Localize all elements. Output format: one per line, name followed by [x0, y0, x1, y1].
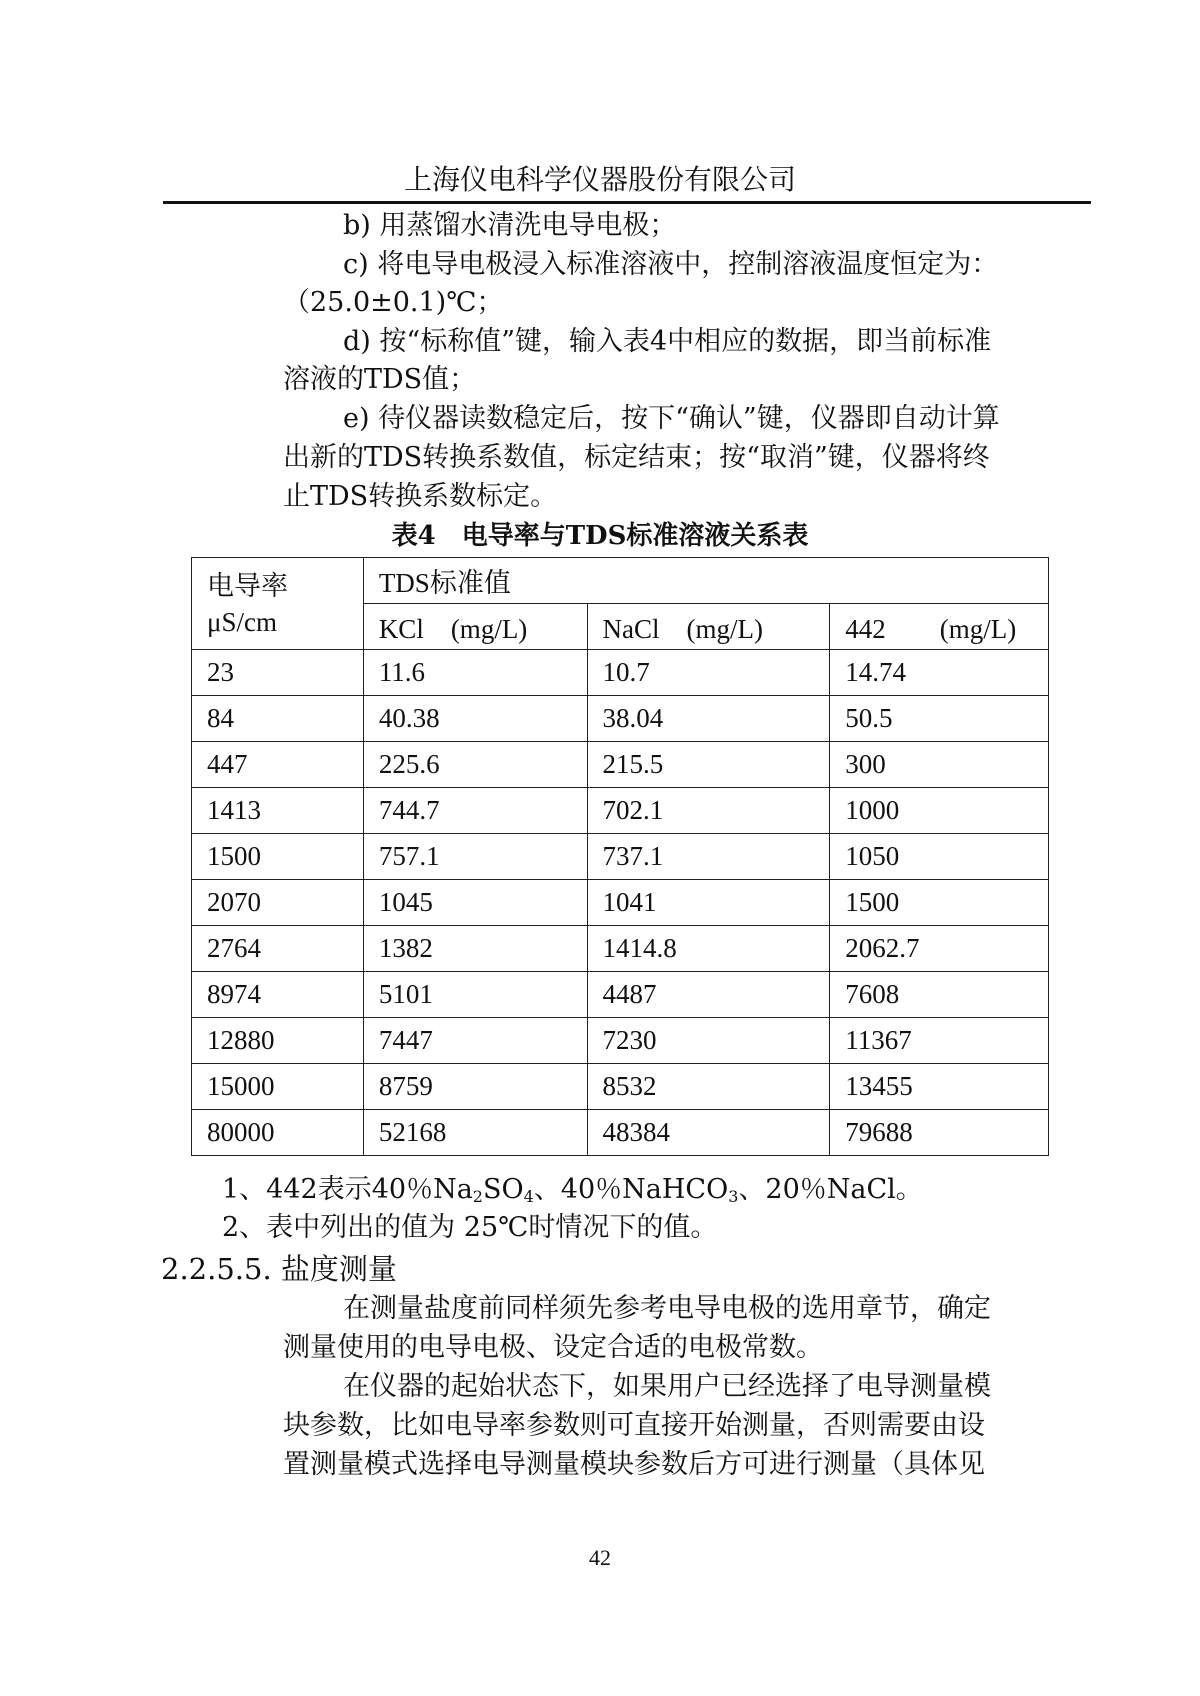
table-row [192, 880, 1049, 926]
note-sub: 4 [523, 1187, 534, 1206]
col-header-conductivity [192, 558, 364, 650]
table-cell: 52168 [363, 1110, 587, 1156]
header-rule [163, 201, 1091, 204]
table-cell: 757.1 [363, 834, 587, 880]
table-row [192, 972, 1049, 1018]
step-c: c) 将电导电极浸入标准溶液中，控制溶液温度恒定为： [343, 249, 999, 280]
step-d-cont: 溶液的TDS值； [283, 364, 477, 395]
table-cell: 14.74 [830, 650, 1049, 696]
table-row [192, 788, 1049, 834]
running-header: 上海仪电科学仪器股份有限公司 [403, 163, 796, 196]
table-cell: 38.04 [587, 696, 830, 742]
header-line: 电导率 [207, 570, 288, 601]
table-row [192, 1110, 1049, 1156]
table-cell: 4487 [587, 972, 830, 1018]
sub-header-nacl: NaCl (mg/L) [587, 604, 830, 650]
step-e-cont2: 止TDS转换系数标定。 [283, 481, 558, 512]
note-text: 、20％NaCl。 [738, 1174, 923, 1205]
table-row [192, 926, 1049, 972]
table-cell: 23 [192, 650, 364, 696]
page-number: 42 [589, 1545, 611, 1570]
table-cell: 1382 [363, 926, 587, 972]
step-d: d) 按“标称值”键，输入表4中相应的数据，即当前标准 [343, 326, 992, 357]
step-b: b) 用蒸馏水清洗电导电极； [343, 210, 677, 241]
header-line: μS/cm [207, 606, 277, 637]
note-text: 、40％NaHCO [533, 1174, 729, 1205]
table-cell: 10.7 [587, 650, 830, 696]
section-number: 2.2.5.5. [161, 1252, 272, 1286]
table-cell: 7608 [830, 972, 1049, 1018]
table-cell: 1413 [192, 788, 364, 834]
table-cell: 2062.7 [830, 926, 1049, 972]
section-title: 盐度测量 [280, 1252, 397, 1286]
table-cell: 7447 [363, 1018, 587, 1064]
table-cell: 13455 [830, 1064, 1049, 1110]
table-cell: 40.38 [363, 696, 587, 742]
note-sub: 3 [728, 1187, 739, 1206]
table-cell: 1000 [830, 788, 1049, 834]
table-row [192, 742, 1049, 788]
table-cell: 84 [192, 696, 364, 742]
table-cell: 300 [830, 742, 1049, 788]
note-2: 2、表中列出的值为 25℃时情况下的值。 [222, 1212, 718, 1243]
paragraph-line: 在测量盐度前同样须先参考电导电极的选用章节，确定 [343, 1293, 991, 1324]
table-cell: 1500 [830, 880, 1049, 926]
table-cell: 12880 [192, 1018, 364, 1064]
note-sub: 2 [472, 1187, 483, 1206]
table-cell: 11.6 [363, 650, 587, 696]
paragraph-line: 测量使用的电导电极、设定合适的电极常数。 [283, 1332, 823, 1363]
sub-header-kcl: KCl (mg/L) [363, 604, 587, 650]
group-header: TDS标准值 [363, 558, 1048, 604]
table-cell: 8974 [192, 972, 364, 1018]
section-heading [161, 1252, 397, 1286]
table-cell: 1414.8 [587, 926, 830, 972]
step-e-cont: 出新的TDS转换系数值，标定结束；按“取消”键，仪器将终 [283, 442, 990, 473]
sub-header-442: 442 (mg/L) [830, 604, 1049, 650]
table-row [192, 650, 1049, 696]
table-cell: 2764 [192, 926, 364, 972]
step-e: e) 待仪器读数稳定后，按下“确认”键，仪器即自动计算 [343, 403, 1000, 434]
table-row [192, 834, 1049, 880]
table-row [192, 1064, 1049, 1110]
table-cell: 48384 [587, 1110, 830, 1156]
tds-table [191, 557, 1049, 1156]
table-cell: 50.5 [830, 696, 1049, 742]
step-c-cont: （25.0±0.1)℃； [283, 287, 504, 318]
table-cell: 1045 [363, 880, 587, 926]
note-1 [222, 1173, 923, 1207]
table-cell: 215.5 [587, 742, 830, 788]
paragraph-line: 块参数，比如电导率参数则可直接开始测量，否则需要由设 [283, 1410, 985, 1441]
table-cell: 737.1 [587, 834, 830, 880]
table-row [192, 696, 1049, 742]
table-cell: 1500 [192, 834, 364, 880]
paragraph-line: 在仪器的起始状态下，如果用户已经选择了电导测量模 [343, 1371, 991, 1402]
table-cell: 15000 [192, 1064, 364, 1110]
paragraph-line: 置测量模式选择电导测量模块参数后方可进行测量（具体见 [283, 1449, 985, 1480]
table-cell: 702.1 [587, 788, 830, 834]
table-cell: 225.6 [363, 742, 587, 788]
table-cell: 11367 [830, 1018, 1049, 1064]
table-cell: 79688 [830, 1110, 1049, 1156]
table-cell: 1050 [830, 834, 1049, 880]
table-cell: 8532 [587, 1064, 830, 1110]
table-cell: 1041 [587, 880, 830, 926]
table-cell: 80000 [192, 1110, 364, 1156]
table-row [192, 1018, 1049, 1064]
table-cell: 447 [192, 742, 364, 788]
table-cell: 744.7 [363, 788, 587, 834]
table-cell: 8759 [363, 1064, 587, 1110]
table-cell: 5101 [363, 972, 587, 1018]
table-cell: 7230 [587, 1018, 830, 1064]
note-text: SO [482, 1174, 524, 1205]
table-cell: 2070 [192, 880, 364, 926]
note-text: 1、442表示40％Na [222, 1174, 473, 1205]
table-caption: 表4 电导率与TDS标准溶液关系表 [391, 521, 809, 551]
